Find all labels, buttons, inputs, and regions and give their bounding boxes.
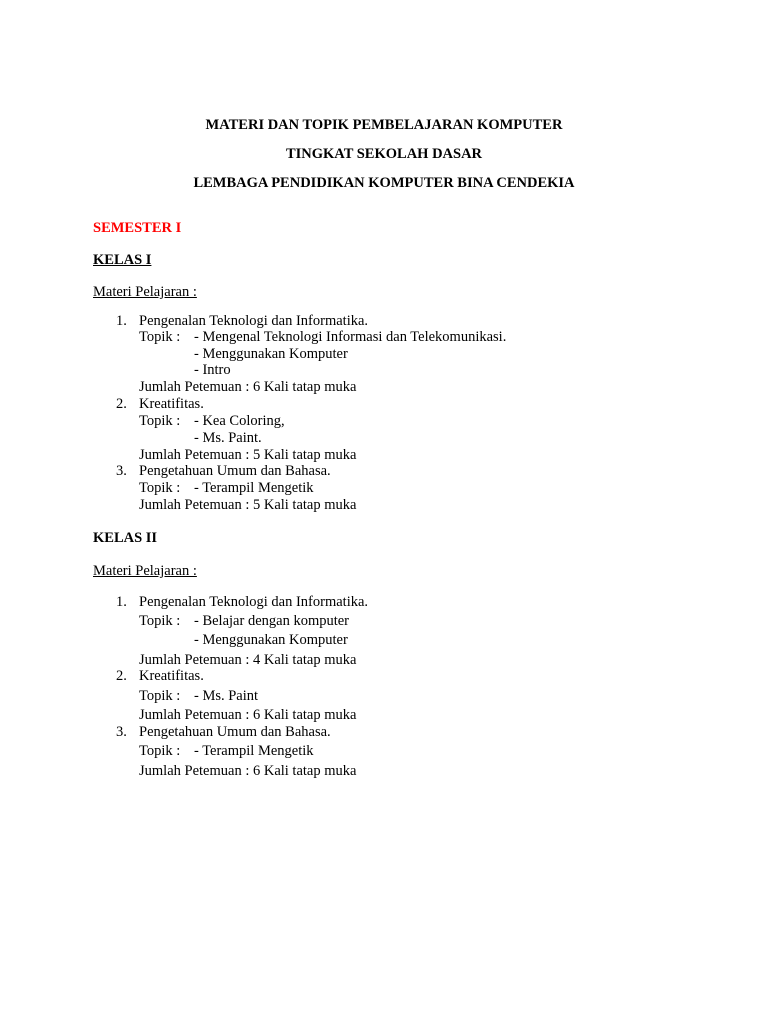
topic-item: - Intro [194,362,231,378]
list-item-number: 1. [116,313,127,329]
topik-label: Topik : [139,329,181,345]
list-item-title: Pengetahuan Umum dan Bahasa. [139,724,331,740]
topic-item: - Terampil Mengetik [194,743,314,759]
topic-item: - Terampil Mengetik [194,480,314,496]
topik-label: Topik : [139,688,181,704]
list-item-number: 3. [116,724,127,740]
topik-label: Topik : [139,413,181,429]
topic-item: - Menggunakan Komputer [194,346,348,362]
topik-label: Topik : [139,480,181,496]
jumlah-pertemuan: Jumlah Petemuan : 6 Kali tatap muka [139,763,357,779]
topic-item: - Ms. Paint. [194,430,262,446]
list-item-number: 2. [116,396,127,412]
list-item-title: Pengetahuan Umum dan Bahasa. [139,463,331,479]
kelas-2-heading: KELAS II [93,530,158,546]
list-item-title: Kreatifitas. [139,396,204,412]
jumlah-pertemuan: Jumlah Petemuan : 6 Kali tatap muka [139,379,357,395]
jumlah-pertemuan: Jumlah Petemuan : 5 Kali tatap muka [139,497,357,513]
list-item-number: 1. [116,594,127,610]
kelas-2-materi-label: Materi Pelajaran : [93,563,197,579]
topik-label: Topik : [139,743,181,759]
list-item-title: Kreatifitas. [139,668,204,684]
list-item-number: 2. [116,668,127,684]
topic-item: - Ms. Paint [194,688,259,704]
jumlah-pertemuan: Jumlah Petemuan : 4 Kali tatap muka [139,652,357,668]
list-item-title: Pengenalan Teknologi dan Informatika. [139,594,369,610]
kelas-1-materi-label: Materi Pelajaran : [93,284,197,300]
topic-item: - Kea Coloring, [194,413,285,429]
jumlah-pertemuan: Jumlah Petemuan : 6 Kali tatap muka [139,707,357,723]
list-item-number: 3. [116,463,127,479]
topic-item: - Belajar dengan komputer [194,613,350,629]
topic-item: - Mengenal Teknologi Informasi dan Telekomunikasi. [194,329,507,345]
institution-name: LEMBAGA PENDIDIKAN KOMPUTER BINA CENDEKIA [193,175,575,191]
kelas-1-heading: KELAS I [93,252,152,268]
list-item-title: Pengenalan Teknologi dan Informatika. [139,313,369,329]
document-subtitle: TINGKAT SEKOLAH DASAR [285,146,483,162]
jumlah-pertemuan: Jumlah Petemuan : 5 Kali tatap muka [139,447,357,463]
topic-item: - Menggunakan Komputer [194,632,348,648]
semester-heading: SEMESTER I [93,220,182,236]
topik-label: Topik : [139,613,181,629]
document-title: MATERI DAN TOPIK PEMBELAJARAN KOMPUTER [205,117,563,133]
